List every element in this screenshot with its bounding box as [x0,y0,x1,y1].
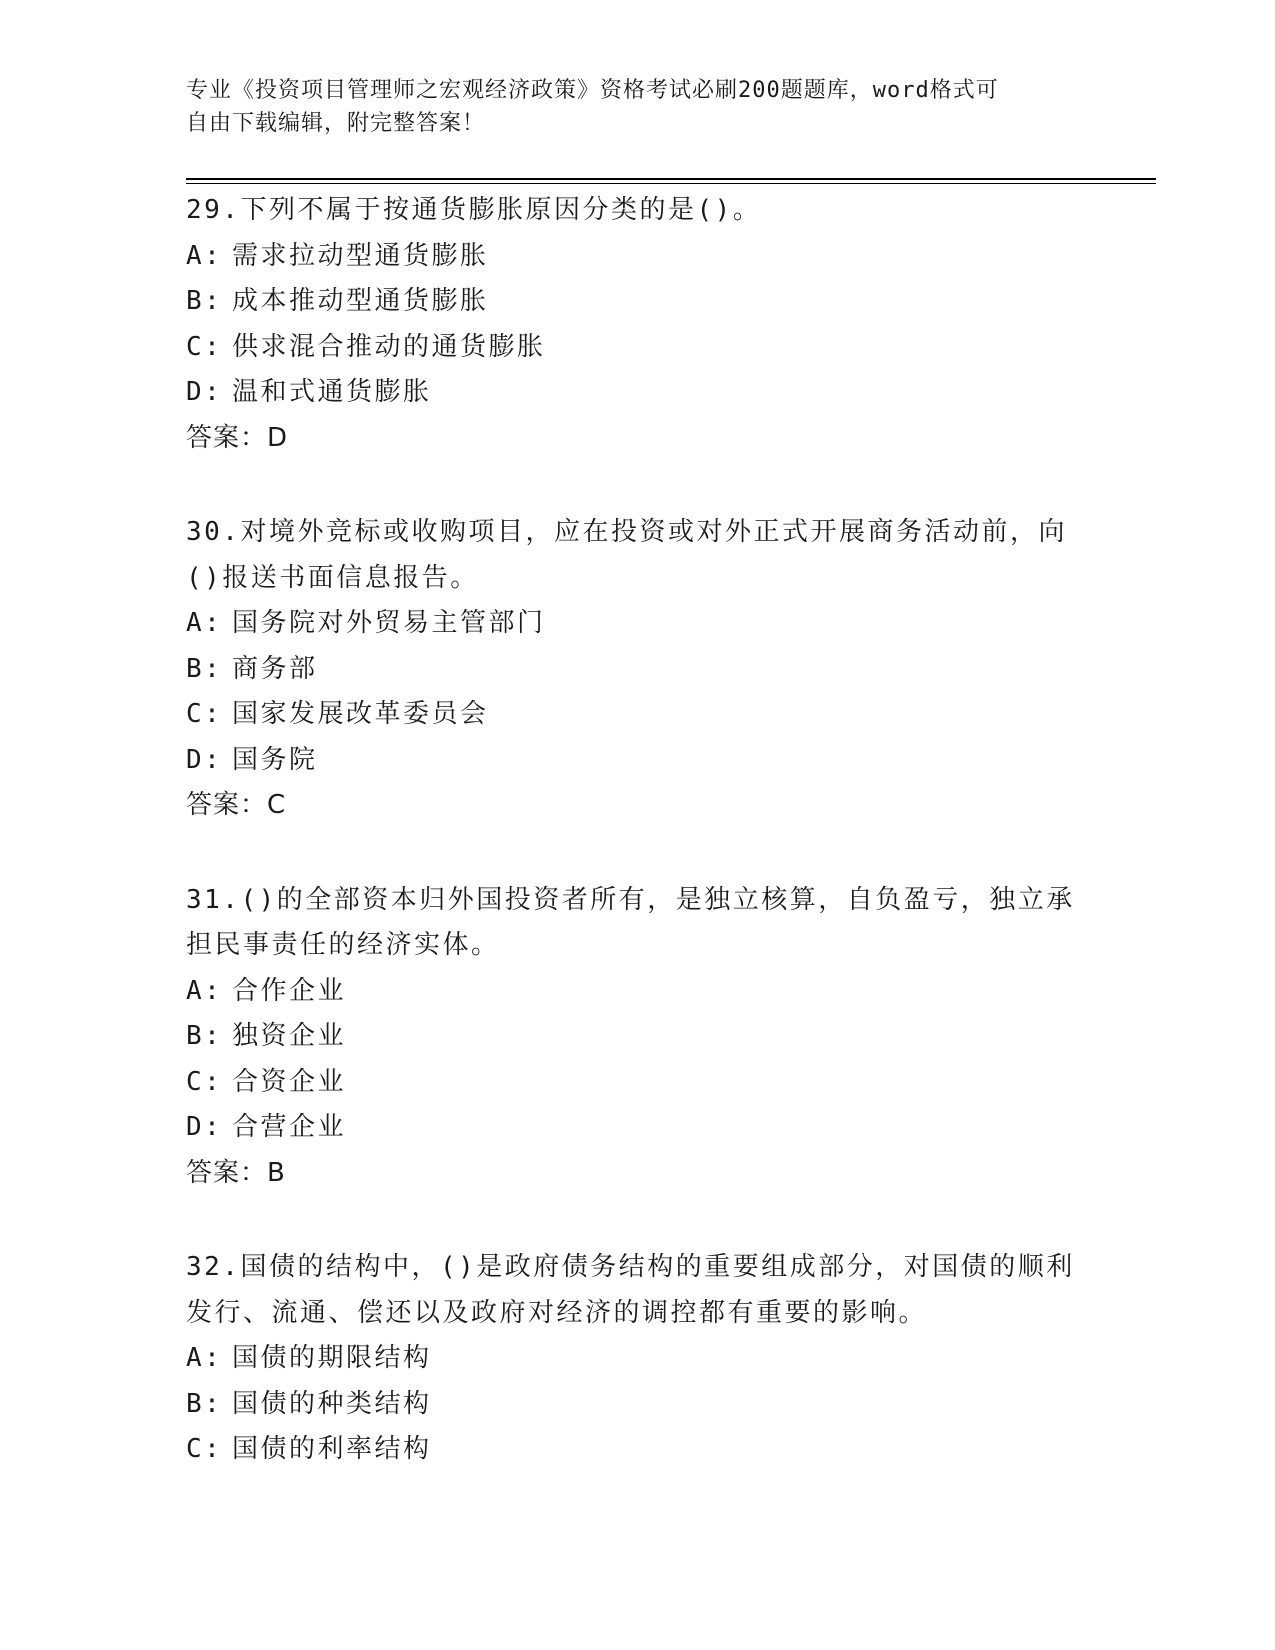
question-block [186,878,1086,1197]
question-stem-line: 29.下列不属于按通货膨胀原因分类的是()。 [186,195,762,225]
option-letter: B: [186,286,223,316]
option-letter: C: [186,331,223,362]
option-text: 国务院 [232,744,318,775]
answer-option [186,234,1086,280]
option-letter: B: [186,653,223,684]
answer-option [186,279,1086,325]
option-text: 国债的期限结构 [232,1343,432,1373]
option-letter: A: [186,1343,223,1373]
header-line-1: 专业《投资项目管理师之宏观经济政策》资格考试必刷200题题库，word格式可 [186,78,999,103]
option-letter: B: [186,1021,223,1051]
option-text: 成本推动型通货膨胀 [232,286,489,316]
option-text: 国债的利率结构 [232,1434,432,1464]
option-letter: C: [186,1066,223,1097]
question-stem-line: 发行、流通、偿还以及政府对经济的调控都有重要的影响。 [186,1297,928,1328]
question-stem [186,510,1086,601]
question-stem-line: 30.对境外竞标或收购项目，应在投资或对外正式开展商务活动前，向 [186,517,1067,547]
answer-key: 答案：C [186,790,287,820]
question-stem-line: 担民事责任的经济实体。 [186,930,500,960]
option-text: 合资企业 [232,1066,347,1097]
answer-option [186,1105,1086,1151]
question-block [186,188,1086,461]
question-stem [186,188,1086,234]
question-stem [186,1245,1086,1336]
option-text: 国务院对外贸易主管部门 [232,608,546,638]
question-block [186,510,1086,829]
answer-option [186,1427,1086,1473]
option-text: 商务部 [232,653,318,684]
answer-option [186,325,1086,371]
answer-option [186,1336,1086,1382]
question-block [186,1245,1086,1473]
option-text: 国家发展改革委员会 [232,699,489,729]
option-text: 温和式通货膨胀 [232,377,432,407]
document-header [186,74,1066,140]
answer-key: 答案：D [186,422,289,453]
answer-option [186,601,1086,647]
option-letter: D: [186,1112,223,1142]
answer-option [186,692,1086,738]
option-text: 需求拉动型通货膨胀 [232,240,489,271]
option-text: 独资企业 [232,1021,347,1051]
option-letter: D: [186,744,223,775]
question-stem-line: 32.国债的结构中，()是政府债务结构的重要组成部分，对国债的顺利 [186,1252,1075,1282]
answer-option [186,1060,1086,1106]
option-letter: A: [186,240,223,271]
header-divider-thin [186,183,1156,184]
header-line-2: 自由下载编辑，附完整答案！ [186,111,486,136]
answer-option [186,969,1086,1015]
option-letter: B: [186,1388,223,1419]
option-text: 合营企业 [232,1112,347,1142]
answer-option [186,370,1086,416]
answer-option [186,1014,1086,1060]
option-text: 供求混合推动的通货膨胀 [232,331,546,362]
option-text: 国债的种类结构 [232,1388,432,1419]
question-stem-line: 31.()的全部资本归外国投资者所有，是独立核算，自负盈亏，独立承 [186,884,1075,915]
question-stem [186,878,1086,969]
question-stem-line: ()报送书面信息报告。 [186,562,479,593]
answer-option [186,647,1086,693]
question-list [186,188,1086,1522]
option-letter: C: [186,699,223,729]
header-divider-thick [186,178,1156,180]
answer-option [186,1382,1086,1428]
answer-key: 答案：B [186,1157,286,1188]
option-letter: C: [186,1434,223,1464]
option-letter: A: [186,608,223,638]
option-text: 合作企业 [232,975,347,1006]
option-letter: D: [186,377,223,407]
answer-option [186,738,1086,784]
option-letter: A: [186,975,223,1006]
